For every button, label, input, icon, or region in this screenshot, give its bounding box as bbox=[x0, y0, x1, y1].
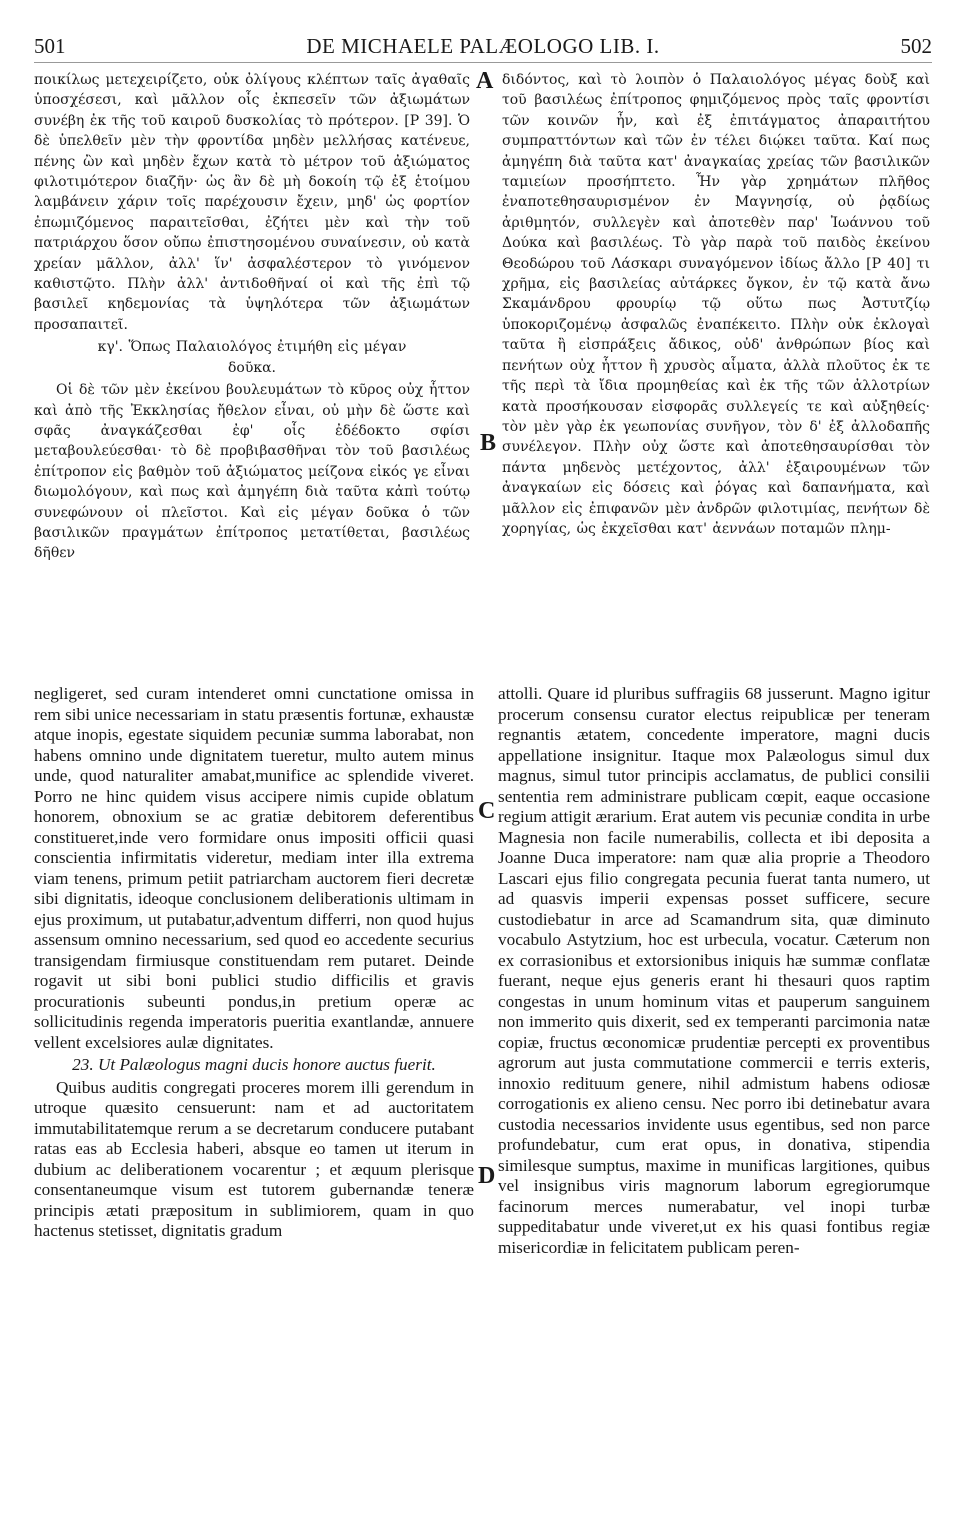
greek-left-paragraph-2: Οἱ δὲ τῶν μὲν ἐκείνου βουλευμάτων τὸ κῦρος οὐχ ἧττον καὶ ἀπὸ τῆς Ἐκκλησίας ἤθελον εἶναι, οὐ μὴν δὲ ὥστε καὶ σφᾶς ἀναγκάζεσθαι ἐφ' οἷς ἐδέδοκτο σφίσι μεταβουλεύεσθαι· τὸ δὲ προβιβασθῆναι τὸν τοῦ βασιλέως ἐπίτροπον εἰς βαθμὸν τοῦ ἀξιώματος μείζονα εἰκός γε εἶναι διωμολόγουν, καὶ πως καὶ ἀμηγέπη διὰ ταῦτα κἀπὶ τούτῳ συνεφώνουν οἱ πλεῖστοι. Καὶ εἰς μέγαν δοῦκα ὁ τῶν βασιλικῶν πραγμάτων ἐπίτροπος μετατίθεται, βασιλέως δῆθεν bbox=[34, 382, 470, 562]
latin-left-paragraph-1: negligeret, sed curam intenderet omni cunctatione omissa in rem sibi unice necessariam in statu præsentis fortunæ, exhaustæ atque inopis, egestate siquidem pecuniæ summa laborabat, non habens omnino unde dignitatem tueretur, multo autem minus unde, quod naturaliter amabat,munifice ac splendide viveret. Porro ne hinc quidem visus accipere nimis cupide oblatum honorem, obnoxium se ac gratiæ debitorem deferentibus constitueret,inde vero formidare onus impositi officii quasi conscientia infirmitatis videretur, mediam inter illa extrema viam tenens, primum petiit patriarcham auctorem fieri decretæ sibi dignitatis, ideoque conclusionem deliberationis ultimam in ejus proximum, ut putabatur,adventum differri, non quod hujus assensum omnino necessarium, sed quod eo accedente securius transigendam firmiusque constituendam rem putaret. Deinde rogavit ut sibi boni publici studio difficilis et gravis procurationis subeunti pondus,in pretium operæ ac sollicitudinis regenda imperatoris pueritia exantlandæ, annuere vellent excelsiores aulæ dignitates. bbox=[34, 684, 474, 1052]
greek-left-paragraph-1: ποικίλως μετεχειρίζετο, οὐκ ὀλίγους κλέπτων ταῖς ἀγαθαῖς ὑποσχέσεσι, καὶ μᾶλλον οἷς ἐκπεσεῖν τῶν ἀξιωμάτων συνέβη ἐκ τῆς τοῦ καιροῦ δυσκολίας τὸ πρότερον. [P 39]. Ὁ δὲ ὑπελθεῖν μὲν τὴν φροντίδα μηδὲν μελλήσας κατένευε, πένης ὢν καὶ μηδὲν ἔχων κατὰ τὸ μέτρον τοῦ ἀξιώματος φιλοτιμότερον διαζῆν· ὡς ἂν δὲ μὴ δοκοίη τῷ ἐξ ἑτοίμου λαμβάνειν χάριν τοῖς παρέχουσιν ἔχειν, μηδ' ὡς φορτίον ἐπωμιζόμενος παραιτεῖσθαι, ἐζήτει μὲν καὶ τὴν τοῦ πατριάρχου ὅσον οὔπω ἐπιστησομένου συναίνεσιν, οὐ κατὰ χρείαν μᾶλλον, ἀλλ' ἵν' ἀσφαλέστερον τὸ γινόμενον καθιστῷτο. Πλὴν ἀλλ' ἀντιδοθῆναί οἱ καὶ τῆς ἐπὶ τῷ βασιλεῖ κηδεμονίας τὰ ὑψηλότερα τῶν ἀξιωμάτων προσαπαιτεῖ. bbox=[34, 72, 470, 333]
margin-marker-a: A bbox=[476, 68, 494, 94]
latin-column-left bbox=[34, 684, 474, 1242]
margin-marker-b: B bbox=[480, 430, 497, 456]
header-rule bbox=[34, 62, 932, 63]
greek-column-right bbox=[502, 70, 930, 539]
page-number-left: 501 bbox=[34, 34, 66, 58]
running-header bbox=[34, 8, 932, 58]
page-number-right: 502 bbox=[900, 34, 932, 58]
running-title: DE MICHAELE PALÆOLOGO LIB. I. bbox=[306, 34, 660, 58]
latin-left-paragraph-2: Quibus auditis congregati proceres morem illi gerendum in utroque quæsito censuerunt: nam et ad auctoritatem immutabilitatemque rerum a se decretarum conducere putabant ratas eas ab Ecclesia haberi, absque eo tamen ut iterum in dubium ac deliberationem vocarentur ; et æquum plerisque consentaneumque visum est tutorem gubernandæ teneræ principis ætati præpositum in sublimiorem, quam in quo hactenus stetisset, dignitatis gradum bbox=[34, 1077, 474, 1240]
greek-column-left bbox=[34, 70, 470, 564]
greek-chapter-heading: κγ'. Ὅπως Παλαιολόγος ἐτιμήθη εἰς μέγαν δοῦκα. bbox=[97, 339, 407, 376]
latin-chapter-heading: 23. Ut Palæologus magni ducis honore auctus fuerit. bbox=[72, 1055, 436, 1074]
latin-right-paragraph-1: attolli. Quare id pluribus suffragiis 68 jusserunt. Magno igitur procerum consensu curator electus reipublicæ per teneram regnantis ætatem, concedente imperatore, magni ducis appellatione insignitur. Itaque mox Palæologus simul dux magnus, simul tutor principis acclamatus, de publici consilii sententia rem administrare publicam cœpit, eaque occasione regium attigit ærarium. Erat autem vis pecuniæ condita in urbe Magnesia non facile numerabilis, collecta et ibi deposita a Joanne Duca imperatore: nam quæ alia proprie a Theodoro Lascari ejus filio congregata pecunia fuerat tanta numero, ut ad quasvis imperii expensas posset sufficere, secure custodiebatur in arce ad Scamandrum sita, quæ diminuto vocabulo Astytzium, hoc est urbecula, vocatur. Cæterum non ex corrasionibus et extorsionibus iniquis hæ summæ conflatæ fuerant, neque ejus generis erant hi thesauri quos raptim congestas in unum hominum vitas et pauperum sanguinem non immerito quis dixerit, sed ex temperanti parcimonia natæ copiæ, fructus œconomicæ prudentiæ percepti ex proventibus agrorum aut justa commutatione commercii e terris exteris, innoxio redituum genere, nihil admistum habens odiosæ corrogationis ex alieno censu. Nec porro ibi detinebatur avara custodia necessarios invidente usus egentibus, sed non parce profundebatur, cum erat opus, in donativa, stipendia similesque sumptus, maxime in munificas largitiones, quibus vel insignibus viris magnorum laborum egregiorumque facinorum merces numerabatur, vel inopi turbæ suppeditabatur unde viveret,ut ex his quasi fontibus regiæ misericordiæ in felicitatem publicam peren- bbox=[498, 684, 930, 1257]
margin-marker-d: D bbox=[478, 1163, 496, 1189]
latin-column-right bbox=[498, 684, 930, 1258]
greek-right-paragraph-1: διδόντος, καὶ τὸ λοιπὸν ὁ Παλαιολόγος μέγας δοὺξ καὶ τοῦ βασιλέως ἐπίτροπος φημιζόμενος πρὸς ταῖς φροντίσι τῶν κοινῶν ἦν, καὶ ἐξ ἐπιτάγματος ἀπαραιτήτου συμπραττόντων καὶ τῶν ἐν τέλει διῴκει ταῦτα. Καί πως ἀμηγέπη διὰ ταῦτα κατ' ἀναγκαίας χρείας τῶν βασιλικῶν ταμιείων προσήπτετο. Ἦν γὰρ χρημάτων πλῆθος ἐναποτεθησαυρισμένον ἐν Μαγνησίᾳ, οὐ ῥᾳδίως ἀριθμητόν, συλλεγὲν καὶ ἀποτεθὲν παρ' Ἰωάννου τοῦ Δούκα καὶ βασιλέως. Τὸ γὰρ παρὰ τοῦ παιδὸς ἐκείνου Θεοδώρου τοῦ Λάσκαρι συναγόμενον ἰδίως ἄλλο [P 40] τι χρῆμα, εἰς βασιλείας αὐτάρκες ὄγκον, ἐν τῷ κατὰ ἄνω Σκαμάνδρου φρουρίῳ τῷ οὕτω πως Ἀστυτζίῳ ὑποκοριζομένῳ ἀσφαλῶς ἐναπέκειτο. Πλὴν οὐκ ἐκλογαὶ ταῦτα ἢ εἰσπράξεις ἄδικος, οὐδ' ἀνθρώπων βίος καὶ πενήτων οὐχ ἧττον ἢ χρυσὸς αἷματα, ἀλλὰ πλοῦτος ἐκ τε τῆς περὶ τὰ ἴδια προμηθείας καὶ ἐκ τῆς τῶν ἀλλοτρίων κατὰ προσήκουσαν εἰσφορᾶς συλλεγείς τε καὶ αὐξηθείς· τὸν μὲν γὰρ ἐκ γεωπονίας συνῆγον, τὸν δ' ἐξ ἀλλοδαπῆς συνέλεγον. Πλὴν οὐχ ὥστε καὶ ἀποτεθησαυρίσθαι τὸν πάντα μηδενὸς μετέχοντος, ἀλλ' ἐξαιρουμένων τῶν ἀναγκαίων εἰς δόσεις καὶ ῥόγας καὶ δαπανήματα, καὶ μᾶλλον εἰς ἐπιφανῶν μὲν ἀνδρῶν φιλοτιμίας, πενήτων δὲ χορηγίας, ὡς ἐκχεῖσθαι κατ' ἀεννάων ποταμῶν πλημ- bbox=[502, 72, 930, 537]
margin-marker-c: C bbox=[478, 798, 496, 824]
